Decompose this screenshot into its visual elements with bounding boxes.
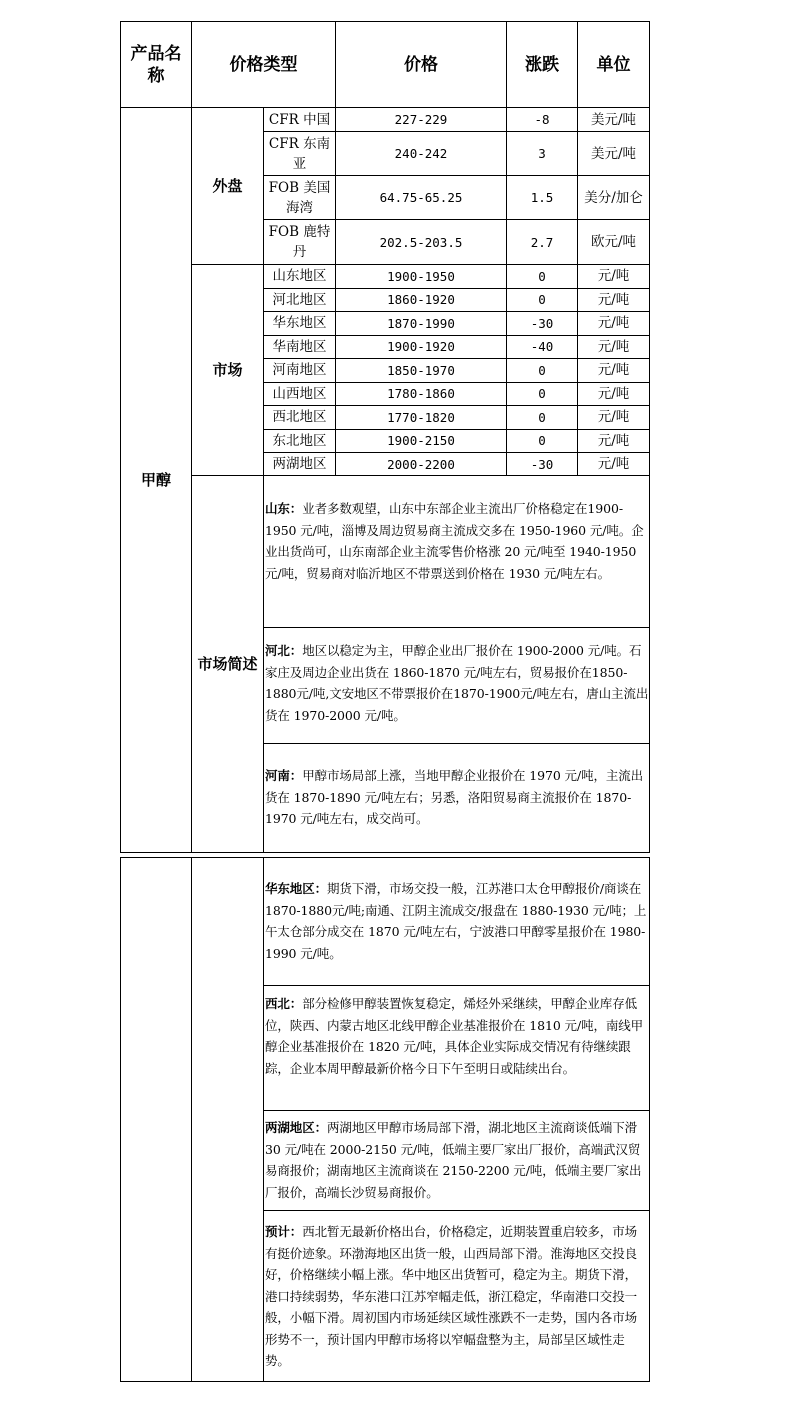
external-change-text: 2.7 xyxy=(530,234,554,250)
market-row-unit xyxy=(577,382,650,407)
summary-paragraph xyxy=(265,993,649,1079)
market-type-text: 河北地区 xyxy=(272,291,327,308)
external-unit-text: 美元/吨 xyxy=(590,145,637,162)
summary-label: 两湖地区： xyxy=(265,1120,328,1135)
market-row-type xyxy=(263,335,336,360)
market-unit-text: 元/吨 xyxy=(597,268,630,285)
market-change-text: -40 xyxy=(530,339,554,355)
market-type-text: 河南地区 xyxy=(272,362,327,379)
market-row-price xyxy=(335,311,507,336)
summary-text: 地区以稳定为主，甲醇企业出厂报价在 1900-2000 元/吨。石家庄及周边企业出货在 1860-1870 元/吨左右，贸易报价在1850-1880元/吨,文安地区不带票报价在1870-1900元/吨左右，唐山主流出货在 1970-2000 元/吨。 xyxy=(265,643,649,723)
market-row-change xyxy=(506,405,578,430)
product-name: 甲醇 xyxy=(140,470,171,489)
market-type-text: 山东地区 xyxy=(272,268,327,285)
market-row-change xyxy=(506,452,578,476)
external-row-unit xyxy=(577,131,650,176)
group-market xyxy=(191,264,264,476)
market-row-change xyxy=(506,358,578,383)
external-row-change xyxy=(506,219,578,265)
market-row-type xyxy=(263,264,336,289)
external-row-price xyxy=(335,219,507,265)
market-type-text: 两湖地区 xyxy=(272,456,327,472)
external-row-unit xyxy=(577,175,650,220)
external-change-text: 1.5 xyxy=(530,190,554,205)
market-row-type xyxy=(263,358,336,383)
market-unit-text: 元/吨 xyxy=(597,291,630,308)
external-price-text: 202.5-203.5 xyxy=(379,234,463,250)
market-row-type xyxy=(263,382,336,407)
summary-label: 河北： xyxy=(265,643,303,658)
group-summary-label: 市场简述 xyxy=(197,654,258,673)
market-row-unit xyxy=(577,264,650,289)
header-price-type-text: 价格类型 xyxy=(229,54,298,75)
market-change-text: 0 xyxy=(538,409,546,425)
continuation-group-cell xyxy=(191,857,264,1382)
external-change-text: 3 xyxy=(538,146,546,161)
summary-label: 河南： xyxy=(265,768,303,783)
market-row-unit xyxy=(577,452,650,476)
market-unit-text: 元/吨 xyxy=(597,432,630,449)
external-price-text: 64.75-65.25 xyxy=(379,190,463,205)
market-row-unit xyxy=(577,429,650,454)
summary-paragraph xyxy=(265,878,649,964)
market-type-text: 华东地区 xyxy=(272,315,327,332)
market-row-unit xyxy=(577,405,650,430)
external-row-type xyxy=(263,175,336,220)
market-row-type xyxy=(263,288,336,313)
market-row-price xyxy=(335,288,507,313)
market-row-price xyxy=(335,335,507,360)
external-price-text: 227-229 xyxy=(394,112,448,127)
market-change-text: 0 xyxy=(538,292,546,308)
market-price-text: 1900-2150 xyxy=(387,433,455,449)
summary-paragraph xyxy=(265,640,649,726)
summary-paragraph xyxy=(265,498,649,584)
market-row-price xyxy=(335,358,507,383)
market-change-text: 0 xyxy=(538,433,546,449)
market-row-price xyxy=(335,264,507,289)
market-type-text: 山西地区 xyxy=(272,385,327,402)
header-price-text: 价格 xyxy=(404,54,438,75)
market-type-text: 西北地区 xyxy=(272,409,327,426)
summary-text: 期货下滑，市场交投一般，江苏港口太仓甲醇报价/商谈在 1870-1880元/吨;南通、江阴主流成交/报盘在 1880-1930 元/吨；上午太仓部分成交在 1870 元/吨左右，宁波港口甲醇零星报价在 1980-1990 元/吨。 xyxy=(265,881,647,961)
market-row-price xyxy=(335,452,507,476)
market-price-text: 1780-1860 xyxy=(387,386,455,402)
market-price-text: 1770-1820 xyxy=(387,409,455,425)
market-unit-text: 元/吨 xyxy=(597,385,630,402)
external-price-text: 240-242 xyxy=(394,146,448,161)
market-row-type xyxy=(263,311,336,336)
market-change-text: 0 xyxy=(538,386,546,402)
summary-text: 甲醇市场局部上涨，当地甲醇企业报价在 1970 元/吨，主流出货在 1870-1890 元/吨左右；另悉，洛阳贸易商主流报价在 1870-1970 元/吨左右，成交尚可。 xyxy=(265,768,644,826)
market-row-change xyxy=(506,382,578,407)
external-row-type xyxy=(263,219,336,265)
market-row-type xyxy=(263,452,336,476)
market-row-change xyxy=(506,264,578,289)
external-type-text: FOB 美国海湾 xyxy=(268,179,331,216)
external-row-change xyxy=(506,131,578,176)
header-change-text: 涨跌 xyxy=(525,54,559,75)
market-change-text: 0 xyxy=(538,268,546,284)
header-change xyxy=(506,21,578,108)
market-row-type xyxy=(263,405,336,430)
external-row-unit xyxy=(577,219,650,265)
external-unit-text: 欧元/吨 xyxy=(590,234,637,250)
summary-paragraph xyxy=(265,765,649,830)
market-row-unit xyxy=(577,335,650,360)
market-row-price xyxy=(335,382,507,407)
market-unit-text: 元/吨 xyxy=(597,315,630,332)
product-cell xyxy=(120,107,192,853)
summary-label: 西北： xyxy=(265,996,303,1011)
external-type-text: CFR 东南亚 xyxy=(268,135,331,172)
external-row-type xyxy=(263,131,336,176)
market-row-change xyxy=(506,311,578,336)
external-row-unit xyxy=(577,107,650,132)
market-row-type xyxy=(263,429,336,454)
market-price-text: 1850-1970 xyxy=(387,362,455,378)
external-row-price xyxy=(335,107,507,132)
market-price-text: 1900-1920 xyxy=(387,339,455,355)
market-change-text: 0 xyxy=(538,362,546,378)
header-price xyxy=(335,21,507,108)
market-row-unit xyxy=(577,311,650,336)
market-row-change xyxy=(506,288,578,313)
continuation-product-cell xyxy=(120,857,192,1382)
external-row-price xyxy=(335,175,507,220)
header-product-name-text: 产品名称 xyxy=(130,43,182,86)
summary-text: 业者多数观望，山东中东部企业主流出厂价格稳定在1900-1950 元/吨，淄博及周边贸易商主流成交多在 1950-1960 元/吨。企业出货尚可，山东南部企业主流零售价格涨 20 元/吨至 1940-1950 元/吨，贸易商对临沂地区不带票送到价格在 1930 元/吨左右。 xyxy=(265,501,644,581)
header-product-name xyxy=(120,21,192,108)
external-unit-text: 美分/加仑 xyxy=(584,189,643,206)
external-unit-text: 美元/吨 xyxy=(590,111,637,128)
summary-text: 西北暂无最新价格出台，价格稳定，近期装置重启较多，市场有挺价迹象。环渤海地区出货一般，山西局部下滑。淮海地区交投良好，价格继续小幅上涨。华中地区出货暂可，稳定为主。期货下滑，港口持续弱势，华东港口江苏窄幅走低，浙江稳定，华南港口交投一般，小幅下滑。周初国内市场延续区域性涨跌不一走势，国内各市场形势不一，预计国内甲醇市场将以窄幅盘整为主，局部呈区域性走势。 xyxy=(265,1224,638,1368)
market-price-text: 1870-1990 xyxy=(387,315,455,331)
market-unit-text: 元/吨 xyxy=(597,409,630,426)
market-price-text: 2000-2200 xyxy=(387,456,455,472)
header-unit xyxy=(577,21,650,108)
summary-label: 预计： xyxy=(265,1224,303,1239)
external-row-price xyxy=(335,131,507,176)
market-unit-text: 元/吨 xyxy=(597,456,630,472)
external-type-text: CFR 中国 xyxy=(268,111,331,128)
market-row-price xyxy=(335,405,507,430)
summary-text: 两湖地区甲醇市场局部下滑，湖北地区主流商谈低端下滑 30 元/吨在 2000-2150 元/吨，低端主要厂家出厂报价，高端武汉贸易商报价；湖南地区主流商谈在 2150-2200 元/吨，低端主要厂家出厂报价，高端长沙贸易商报价。 xyxy=(265,1120,642,1200)
market-row-unit xyxy=(577,288,650,313)
header-price-type xyxy=(191,21,336,108)
market-unit-text: 元/吨 xyxy=(597,362,630,379)
market-price-text: 1900-1950 xyxy=(387,268,455,284)
market-row-price xyxy=(335,429,507,454)
summary-text: 部分检修甲醇装置恢复稳定，烯烃外采继续，甲醇企业库存低位，陕西、内蒙古地区北线甲醇企业基准报价在 1810 元/吨，南线甲醇企业基准报价在 1820 元/吨，具体企业实际成交情况有待继续跟踪，企业本周甲醇最新价格今日下午至明日或陆续出台。 xyxy=(265,996,644,1076)
market-row-change xyxy=(506,429,578,454)
external-row-type xyxy=(263,107,336,132)
external-row-change xyxy=(506,175,578,220)
market-change-text: -30 xyxy=(530,315,554,331)
external-change-text: -8 xyxy=(534,112,550,127)
market-type-text: 东北地区 xyxy=(272,432,327,449)
summary-paragraph xyxy=(265,1221,649,1372)
market-unit-text: 元/吨 xyxy=(597,338,630,355)
external-row-change xyxy=(506,107,578,132)
market-change-text: -30 xyxy=(530,456,554,472)
market-type-text: 华南地区 xyxy=(272,338,327,355)
market-row-change xyxy=(506,335,578,360)
group-external xyxy=(191,107,264,265)
summary-label: 华东地区： xyxy=(265,881,328,896)
group-summary xyxy=(191,475,264,853)
summary-label: 山东： xyxy=(265,501,303,516)
market-price-text: 1860-1920 xyxy=(387,292,455,308)
group-external-label: 外盘 xyxy=(212,176,243,195)
external-type-text: FOB 鹿特丹 xyxy=(268,224,331,260)
market-row-unit xyxy=(577,358,650,383)
group-market-label: 市场 xyxy=(212,360,243,379)
summary-paragraph xyxy=(265,1117,649,1203)
header-unit-text: 单位 xyxy=(596,54,631,75)
